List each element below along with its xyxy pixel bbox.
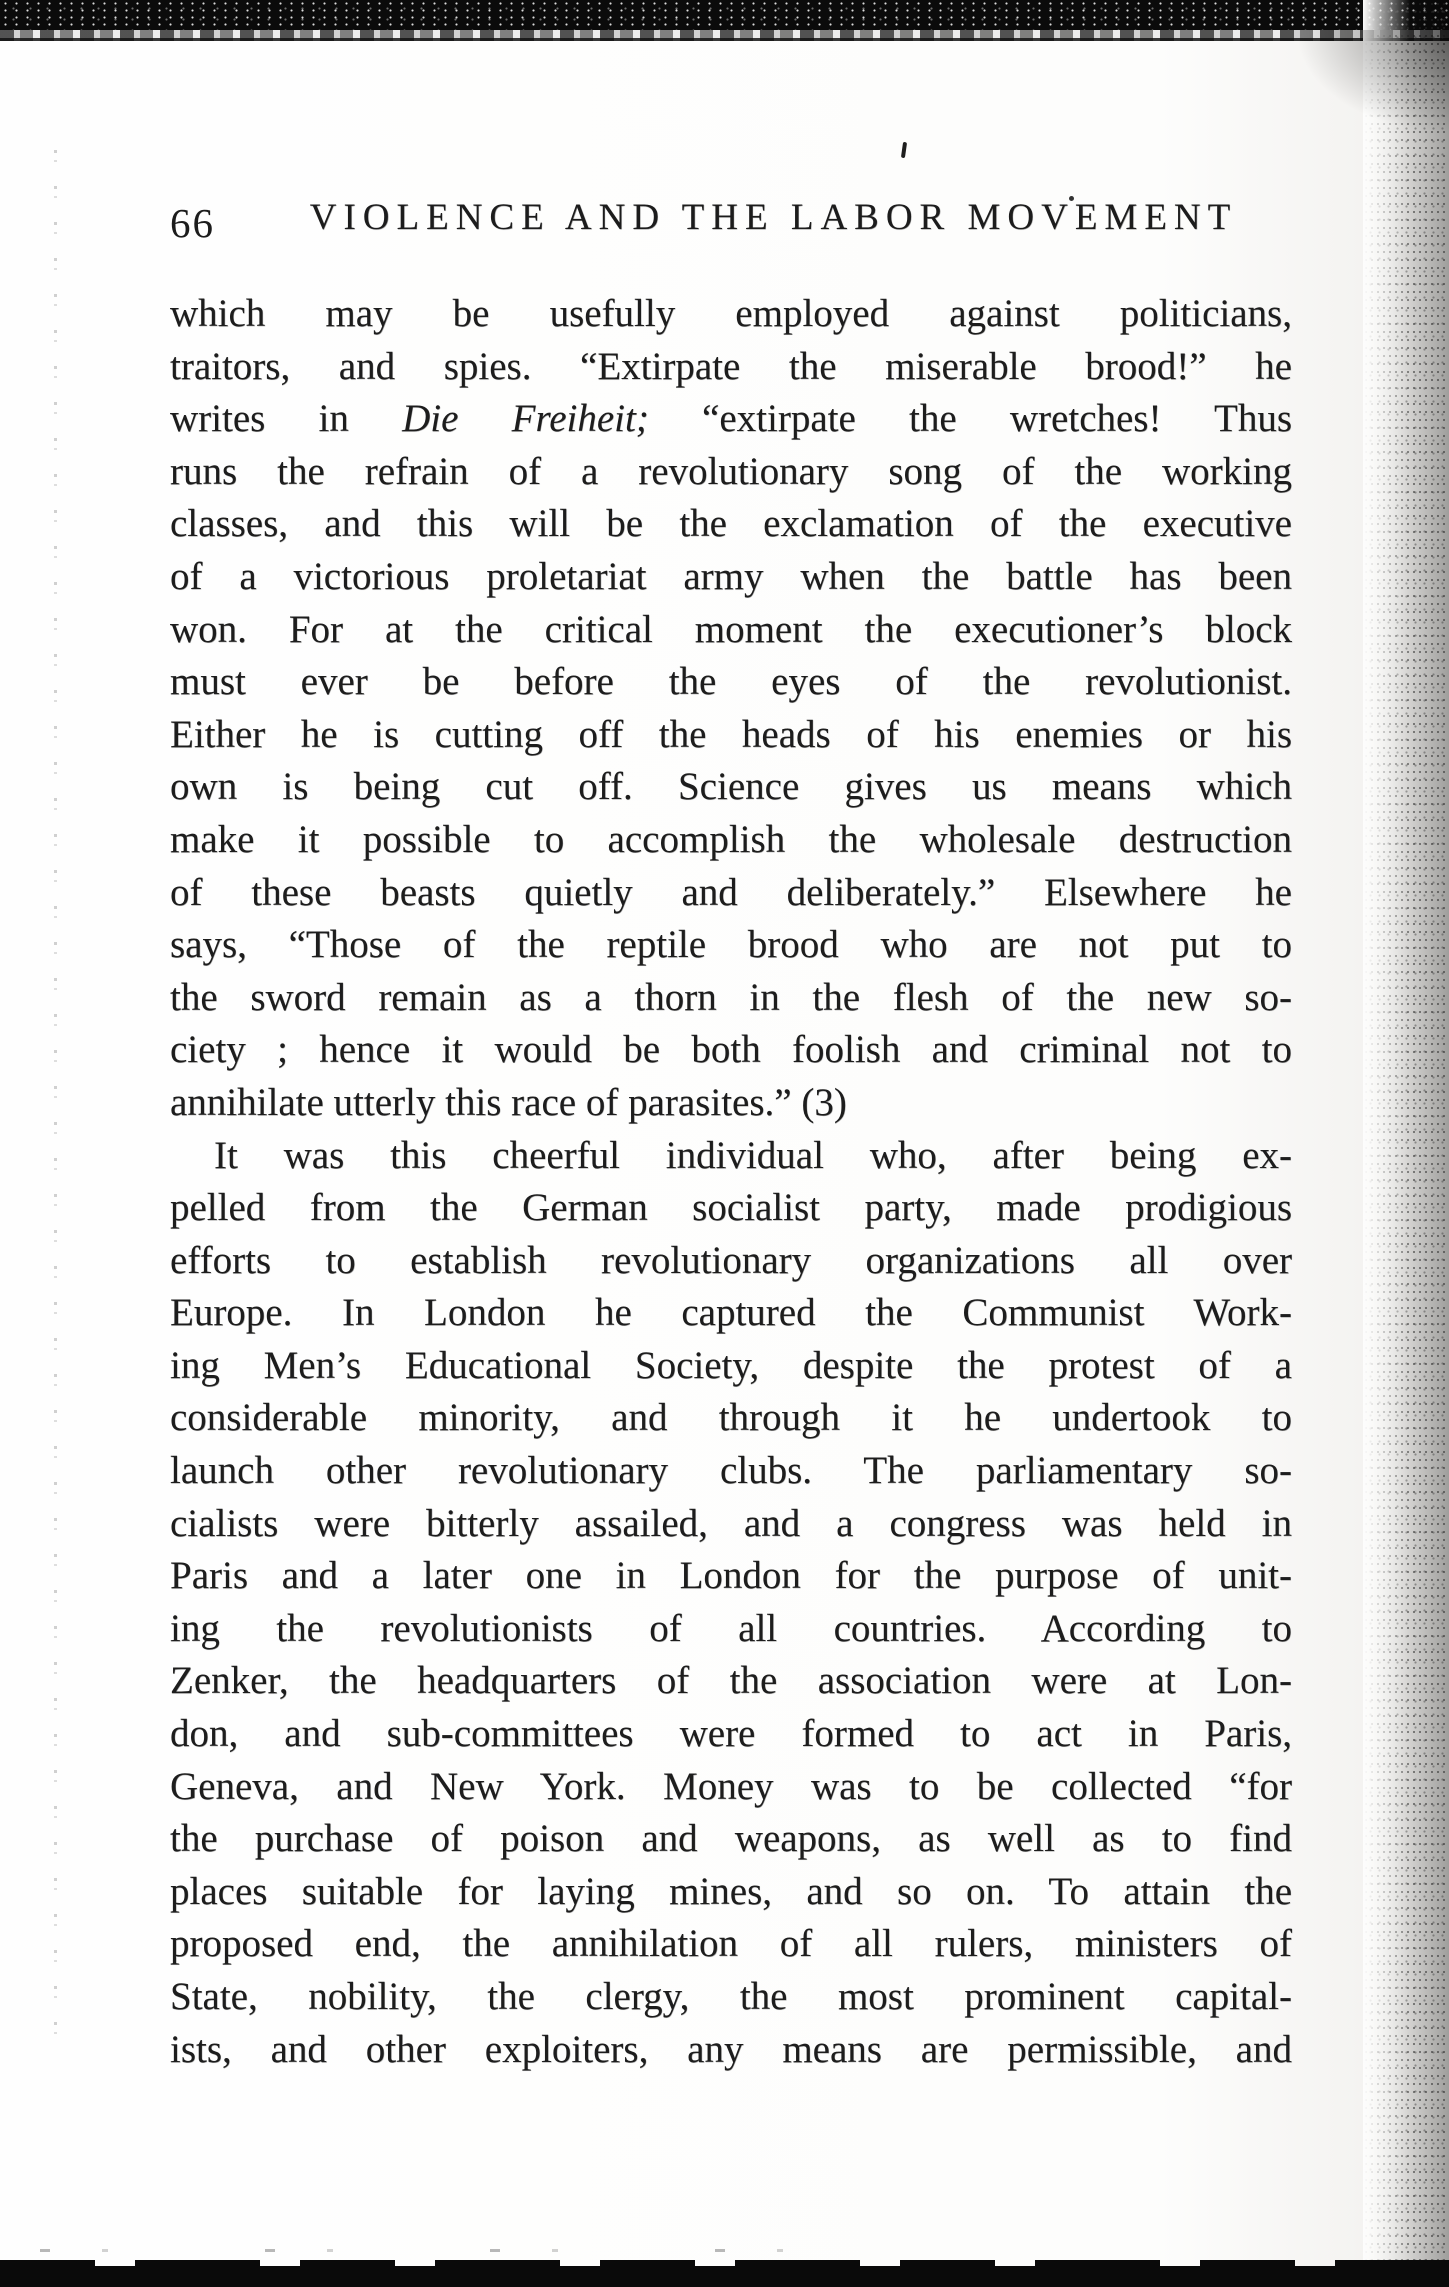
text-line: State, nobility, the clergy, the most prominent capital- [170,1975,1292,2018]
paragraph [170,1130,1292,2077]
text-line: classes, and this will be the exclamation of the executive [170,502,1292,546]
text-line: It was this cheerful individual who, after being ex- [214,1133,1292,1177]
text-line: considerable minority, and through it he undertook to [170,1396,1292,1440]
text-line: traitors, and spies. “Extirpate the miserable brood!” he [170,344,1292,388]
running-head: VIOLENCE AND THE LABOR MOVEMENT [309,197,1238,238]
scan-edge-right [1363,0,1449,2287]
scan-corner-shadow [1299,30,1449,130]
text-line: Paris and a later one in London for the purpose of unit- [170,1554,1292,1598]
text-line: Either he is cutting off the heads of his enemies or his [170,712,1292,756]
text-line: of these beasts quietly and deliberately.” Elsewhere he [170,870,1292,914]
text-line: ing Men’s Educational Society, despite the protest of a [170,1343,1292,1387]
text-line: make it possible to accomplish the wholesale destruction [170,817,1292,861]
text-line: of a victorious proletariat army when the battle has been [170,554,1292,598]
page-header [170,196,1292,250]
text-line: places suitable for laying mines, and so on. To attain the [170,1869,1292,1913]
text-line: ists, and other exploiters, any means are permissible, and [170,2027,1292,2071]
text-line: cialists were bitterly assailed, and a congress was held in [170,1501,1292,1545]
text-line: ing the revolutionists of all countries. According to [170,1606,1292,1650]
text-line: says, “Those of the reptile brood who are not put to [170,923,1292,967]
text-line: runs the refrain of a revolutionary song of the working [170,449,1292,493]
scan-dash-marks [40,2249,850,2252]
text-line: writes in Die Freiheit; “extirpate the wretches! Thus [170,397,1292,441]
text-line: pelled from the German socialist party, made prodigious [170,1186,1292,1230]
scan-edge-bottom [0,2266,1449,2287]
scan-speck [901,142,907,158]
text-line: ciety ; hence it would be both foolish and criminal not to [170,1028,1292,1072]
text-line: launch other revolutionary clubs. The parliamentary so- [170,1449,1292,1493]
paragraph [170,288,1292,1130]
text-line: won. For at the critical moment the executioner’s block [170,607,1292,651]
italic-text: Die Freiheit; [402,397,649,441]
text-line: must ever be before the eyes of the revolutionist. [170,660,1292,704]
scan-edge-top [0,0,1449,30]
text-line: don, and sub-committees were formed to act in Paris, [170,1712,1292,1756]
text-line: Geneva, and New York. Money was to be collected “for [170,1764,1292,1808]
text-line: own is being cut off. Science gives us means which [170,765,1292,809]
text-line: annihilate utterly this race of parasites.” (3) [170,1080,847,1124]
text-line: efforts to establish revolutionary organizations all over [170,1238,1292,1282]
scan-edge-top-line [0,30,1449,41]
text-line: which may be usefully employed against politicians, [170,292,1292,335]
page-body [170,288,1292,2076]
text-line: Zenker, the headquarters of the association were at Lon- [170,1659,1292,1703]
page-number: 66 [170,200,215,246]
text-line: the sword remain as a thorn in the flesh of the new so- [170,975,1292,1019]
text-line: the purchase of poison and weapons, as well as to find [170,1817,1292,1861]
text-line: proposed end, the annihilation of all rulers, ministers of [170,1922,1292,1966]
scan-left-margin-marks [54,150,57,2037]
text-line: Europe. In London he captured the Communist Work- [170,1291,1292,1335]
